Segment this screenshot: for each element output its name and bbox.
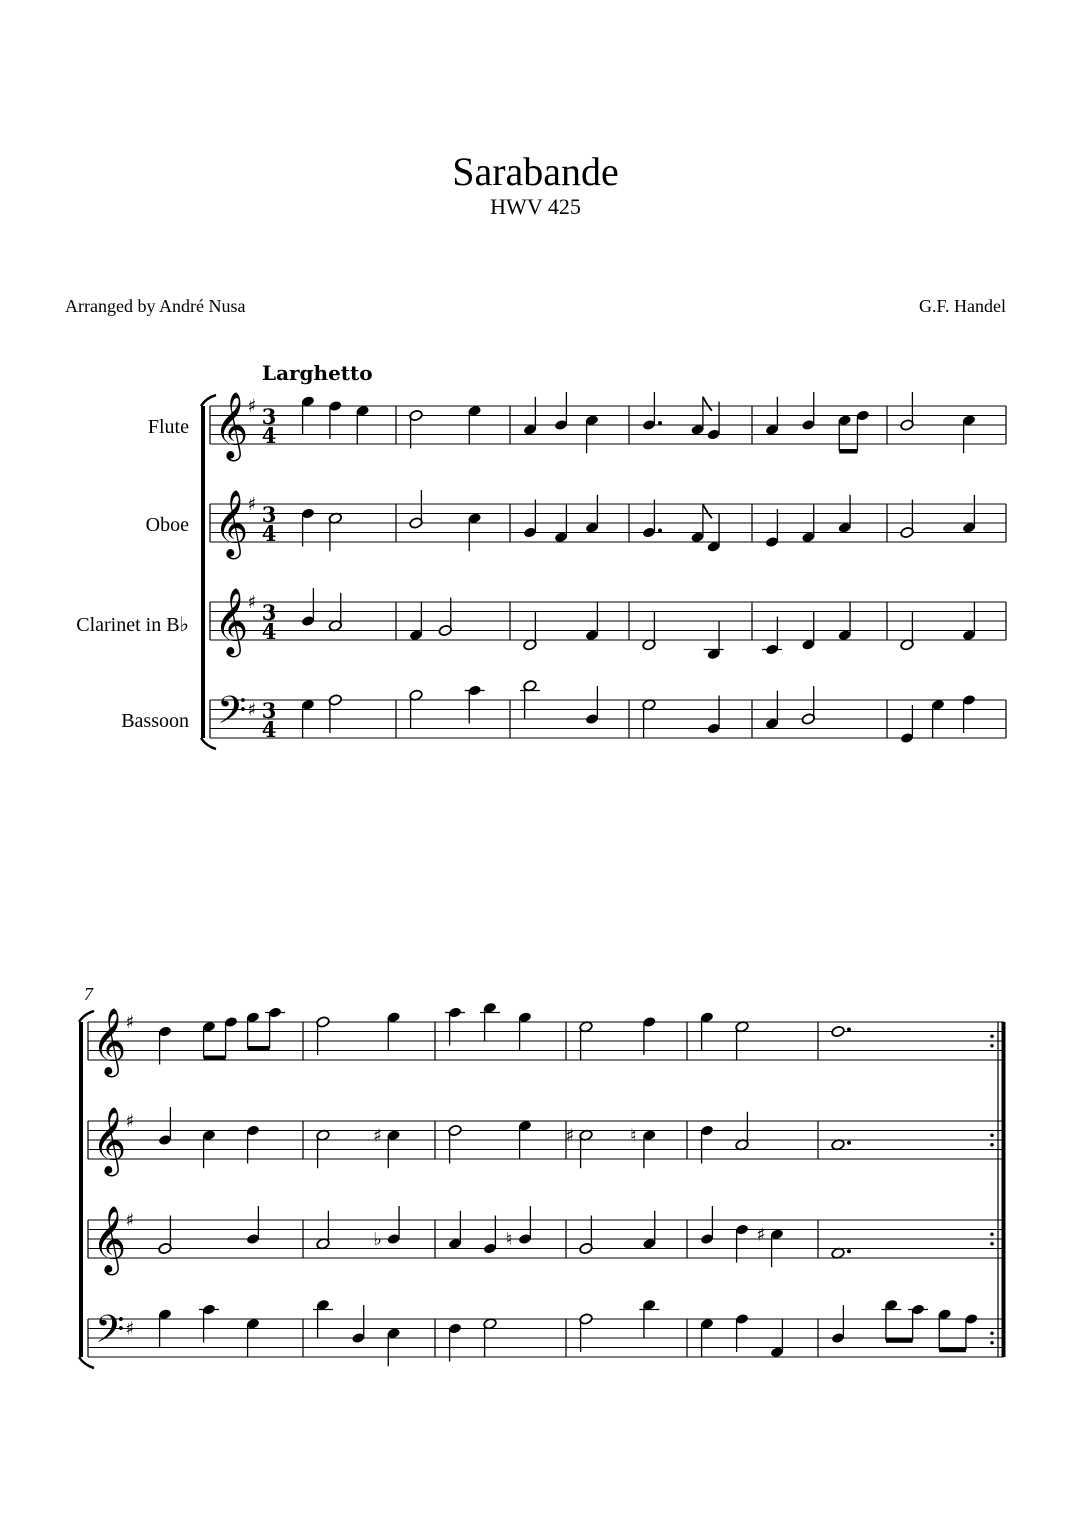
accidental-flat: ♭ (373, 1229, 382, 1250)
key-signature-sharp: ♯ (125, 1210, 135, 1231)
time-signature-top: 3 (261, 600, 277, 625)
instrument-label-flute: Flute (147, 416, 189, 438)
repeat-dot (990, 1331, 994, 1335)
augmentation-dot (658, 421, 662, 425)
measure-number: 7 (84, 984, 93, 1004)
repeat-dot (990, 1143, 994, 1147)
score-title: Sarabande (452, 149, 619, 194)
accidental-sharp: ♯ (756, 1224, 766, 1246)
treble-clef: 𝄞 (92, 1006, 127, 1075)
time-signature-bottom: 4 (261, 619, 277, 644)
composer-credit: G.F. Handel (918, 296, 1006, 316)
repeat-dot (990, 1232, 994, 1236)
repeat-dot (990, 1133, 994, 1137)
system-bracket (201, 406, 205, 738)
time-signature-bottom: 4 (261, 423, 277, 448)
treble-clef: 𝄞 (92, 1105, 127, 1174)
instrument-label-clarinet: Clarinet in B♭ (76, 614, 189, 636)
treble-clef: 𝄞 (214, 586, 249, 655)
repeat-dot (990, 1044, 994, 1048)
time-signature-top: 3 (261, 404, 277, 429)
key-signature-sharp: ♯ (247, 699, 257, 721)
accidental-natural: ♮ (630, 1125, 637, 1147)
treble-clef: 𝄞 (214, 488, 249, 557)
instrument-label-bassoon: Bassoon (121, 710, 189, 732)
score-subtitle: HWV 425 (490, 194, 581, 219)
key-signature-sharp: ♯ (247, 494, 257, 515)
accidental-sharp: ♯ (565, 1125, 575, 1147)
tempo-marking: Larghetto (262, 361, 373, 385)
augmentation-dot (658, 529, 662, 533)
repeat-dot (990, 1341, 994, 1345)
note-flag (703, 504, 712, 518)
system-bracket (79, 1022, 83, 1357)
accidental-sharp: ♯ (373, 1125, 383, 1147)
key-signature-sharp: ♯ (247, 396, 257, 417)
key-signature-sharp: ♯ (125, 1012, 135, 1033)
final-barline (1002, 1022, 1006, 1357)
time-signature-top: 3 (261, 502, 277, 527)
time-signature-bottom: 4 (261, 717, 277, 742)
time-signature-bottom: 4 (261, 521, 277, 546)
bracket-bottom-curl (79, 1357, 94, 1368)
time-signature-top: 3 (261, 698, 277, 723)
instrument-label-oboe: Oboe (145, 514, 189, 536)
arranger-credit: Arranged by André Nusa (65, 296, 246, 316)
key-signature-sharp: ♯ (125, 1111, 135, 1132)
key-signature-sharp: ♯ (125, 1318, 135, 1340)
repeat-dot (990, 1034, 994, 1038)
notehead (831, 1025, 845, 1037)
augmentation-dot (847, 1028, 851, 1032)
repeat-dot (990, 1242, 994, 1246)
bass-clef: 𝄢 (217, 687, 247, 742)
bracket-bottom-curl (201, 738, 216, 749)
accidental-natural: ♮ (505, 1229, 513, 1250)
treble-clef: 𝄞 (214, 390, 249, 459)
augmentation-dot (847, 1141, 851, 1145)
note-flag (703, 397, 712, 411)
treble-clef: 𝄞 (92, 1204, 127, 1273)
key-signature-sharp: ♯ (247, 592, 257, 613)
bass-clef: 𝄢 (95, 1306, 125, 1361)
augmentation-dot (847, 1249, 851, 1253)
